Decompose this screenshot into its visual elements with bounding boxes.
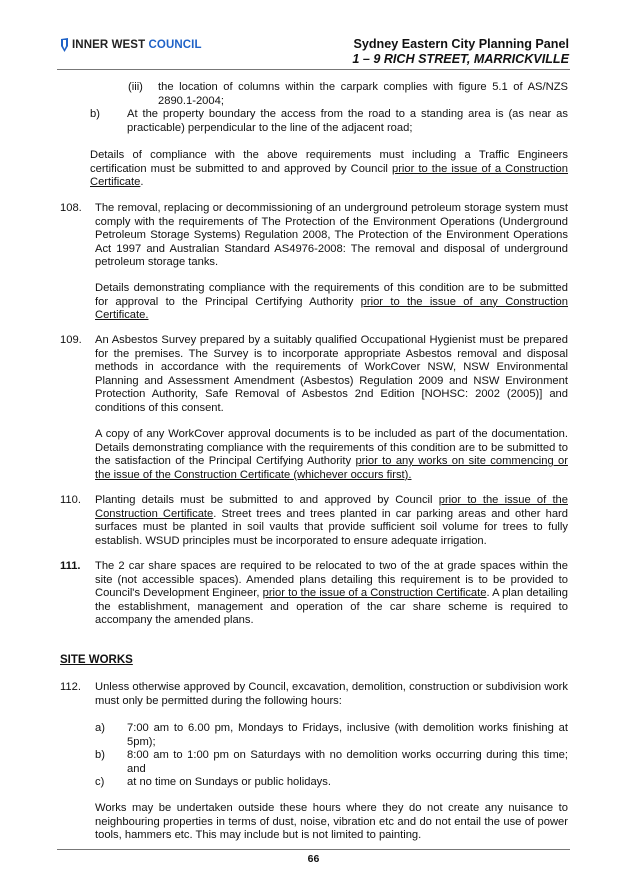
logo-mark-icon	[60, 38, 69, 52]
condition-112-details: Works may be undertaken outside these hours where they do not create any nuisance to neighbouring properties in terms of dust, noise, vibration etc and do not entail the use of power tools, hammers etc. This may include but is not limited to painting.	[95, 802, 568, 842]
page-header-title	[352, 37, 569, 67]
item-b-text: At the property boundary the access from the road to a standing area is (as near as practicable) perpendicular to the line of the adjacent road;	[127, 108, 568, 134]
condition-108-text: The removal, replacing or decommissioning of an underground petroleum storage system must comply with the requirements of The Protection of the Environment Operations (Underground Petroleum Storage Systems) Regulation 2008, The Protection of the Environment Operations Act 1997 and Australian Standard AS4976-2008: The removal and disposal of underground petroleum storage tanks.	[95, 202, 568, 269]
condition-112-c-label: c)	[95, 776, 105, 788]
condition-112-text: Unless otherwise approved by Council, excavation, demolition, construction or subdivision work must only be permitted during the following hours:	[95, 681, 568, 707]
condition-109-number: 109.	[60, 334, 82, 346]
details-compliance-paragraph: Details of compliance with the above requirements must including a Traffic Engineers certification must be submitted to and approved by Council prior to the issue of a Construction Certificate.	[90, 149, 568, 189]
header-title-line2: 1 – 9 RICH STREET, MARRICKVILLE	[352, 52, 569, 66]
council-logo	[60, 38, 202, 52]
condition-112-a-label: a)	[95, 722, 105, 734]
condition-112-c-text: at no time on Sundays or public holidays.	[127, 776, 331, 788]
item-iii-text: the location of columns within the carpark complies with figure 5.1 of AS/NZS 2890.1-2004;	[158, 81, 568, 107]
condition-108-number: 108.	[60, 202, 82, 214]
condition-109-text: An Asbestos Survey prepared by a suitably qualified Occupational Hygienist must be prepared for the premises. The Survey is to incorporate appropriate Asbestos removal and disposal methods in accordance with the requirements of WorkCover NSW, NSW Environmental Planning and Assessment Amendment (Asbestos) Regulation 2009 and NSW Environment Protection Authority, Safe Removal of Asbestos 2nd Edition [NOHSC: 2002 (2005)] and conditions of this consent.	[95, 334, 568, 414]
header-rule	[57, 69, 570, 70]
condition-112-b-text: 8:00 am to 1:00 pm on Saturdays with no demolition works occurring during this time; and	[127, 749, 568, 775]
header-title-line1: Sydney Eastern City Planning Panel	[353, 37, 569, 51]
item-b-label: b)	[90, 108, 100, 120]
site-works-heading: SITE WORKS	[60, 654, 133, 666]
condition-110-text: Planting details must be submitted to and approved by Council prior to the issue of the Construction Certificate. Street trees and trees planted in car parking areas and other hard surfaces must be planted in soil vaults that provide sufficient soil volume for trees to fully establish. WSUD principles must be incorporated to ensure adequate irrigation.	[95, 494, 568, 547]
logo-text: INNER WEST COUNCIL	[72, 39, 202, 51]
condition-108-details: Details demonstrating compliance with the requirements of this condition are to be submitted for approval to the Principal Certifying Authority prior to the issue of any Construction Certificate.	[95, 282, 569, 322]
condition-109-details: A copy of any WorkCover approval documents is to be included as part of the documentation. Details demonstrating compliance with the requirements of this condition are to be submitted to the satisfaction of the Principal Certifying Authority prior to any works on site commencing or the issue of the Construction Certificate (whichever occurs first).	[95, 428, 568, 481]
condition-112-b-label: b)	[95, 749, 105, 761]
condition-110-number: 110.	[60, 494, 81, 506]
condition-112-a-text: 7:00 am to 6.00 pm, Mondays to Fridays, inclusive (with demolition works finishing at 5pm);	[127, 722, 568, 748]
condition-112-number: 112.	[60, 681, 81, 693]
condition-111-text: The 2 car share spaces are required to be relocated to two of the at grade spaces within the site (not accessible spaces). Amended plans detailing this requirement is to be provided to Council's Development Engineer, prior to the issue of a Construction Certificate. A plan detailing the establishment, management and operation of the car share scheme is required to accompany the amended plans.	[95, 560, 569, 627]
footer-rule	[57, 849, 570, 850]
item-iii-label: (iii)	[128, 81, 143, 93]
condition-111-number: 111.	[60, 560, 81, 572]
page-number: 66	[307, 853, 320, 865]
